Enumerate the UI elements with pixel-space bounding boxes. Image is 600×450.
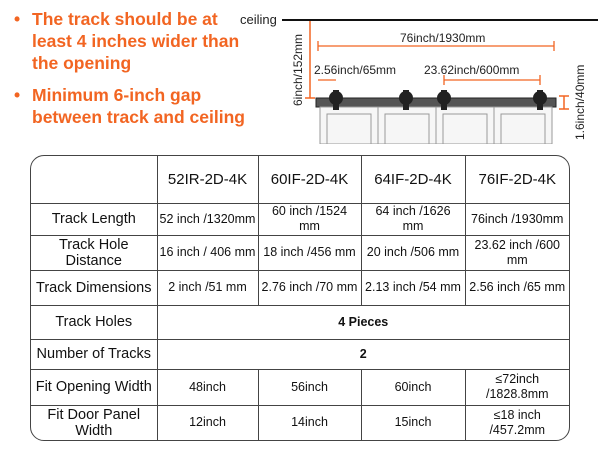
note-text: Minimum 6-inch gap between track and ceiling <box>32 85 245 127</box>
hole-distance-label: 23.62inch/600mm <box>424 63 520 77</box>
table-cell: 56inch <box>258 369 361 405</box>
end-offset-label: 2.56inch/65mm <box>314 63 397 77</box>
table-cell: 18 inch /456 mm <box>258 235 361 270</box>
installation-notes <box>14 8 254 138</box>
table-cell: 60 inch /1524 mm <box>258 203 361 235</box>
row-label: Fit Door Panel Width <box>31 405 157 440</box>
column-header: 76IF-2D-4K <box>465 156 569 203</box>
table-cell: 2.13 inch /54 mm <box>361 270 465 305</box>
row-label: Track Dimensions <box>31 270 157 305</box>
table-cell: ≤72inch /1828.8mm <box>465 369 569 405</box>
table-cell: 76inch /1930mm <box>465 203 569 235</box>
note-text: The track should be at least 4 inches wider than the opening <box>32 9 240 73</box>
bullet-icon: • <box>14 9 21 29</box>
column-header: 52IR-2D-4K <box>157 156 258 203</box>
table-cell: 23.62 inch /600 mm <box>465 235 569 270</box>
row-label: Track Hole Distance <box>31 235 157 270</box>
table-row <box>31 270 569 305</box>
note-track-width <box>14 8 254 74</box>
table-cell: ≤18 inch /457.2mm <box>465 405 569 440</box>
table-row <box>31 203 569 235</box>
column-header: 64IF-2D-4K <box>361 156 465 203</box>
table-header-row <box>31 156 569 203</box>
table-cell: 64 inch /1626 mm <box>361 203 465 235</box>
row-label: Track Length <box>31 203 157 235</box>
gap-label: 6inch/152mm <box>291 33 305 106</box>
table-row <box>31 405 569 440</box>
header-corner-cell <box>31 156 157 203</box>
table-cell: 2.56 inch /65 mm <box>465 270 569 305</box>
track-dimension-diagram <box>238 8 600 144</box>
column-header: 60IF-2D-4K <box>258 156 361 203</box>
bullet-icon: • <box>14 85 21 105</box>
table-cell: 20 inch /506 mm <box>361 235 465 270</box>
table-cell: 48inch <box>157 369 258 405</box>
table-cell: 14inch <box>258 405 361 440</box>
specification-table <box>30 155 570 441</box>
merged-cell: 4 Pieces <box>157 305 569 339</box>
table-row <box>31 369 569 405</box>
note-ceiling-gap <box>14 84 254 128</box>
table-cell: 2 inch /51 mm <box>157 270 258 305</box>
table-cell: 12inch <box>157 405 258 440</box>
track-length-label: 76inch/1930mm <box>400 31 486 45</box>
door-panels <box>320 107 552 144</box>
table-row <box>31 339 569 369</box>
table-cell: 15inch <box>361 405 465 440</box>
table-cell: 2.76 inch /70 mm <box>258 270 361 305</box>
table-cell: 52 inch /1320mm <box>157 203 258 235</box>
row-label: Number of Tracks <box>31 339 157 369</box>
track-height-label: 1.6inch/40mm <box>573 64 587 140</box>
row-label: Track Holes <box>31 305 157 339</box>
table-row <box>31 235 569 270</box>
table-cell: 60inch <box>361 369 465 405</box>
row-label: Fit Opening Width <box>31 369 157 405</box>
table-cell: 16 inch / 406 mm <box>157 235 258 270</box>
ceiling-label: ceiling <box>240 12 277 27</box>
merged-cell: 2 <box>157 339 569 369</box>
table-row <box>31 305 569 339</box>
track-rail <box>316 98 556 107</box>
